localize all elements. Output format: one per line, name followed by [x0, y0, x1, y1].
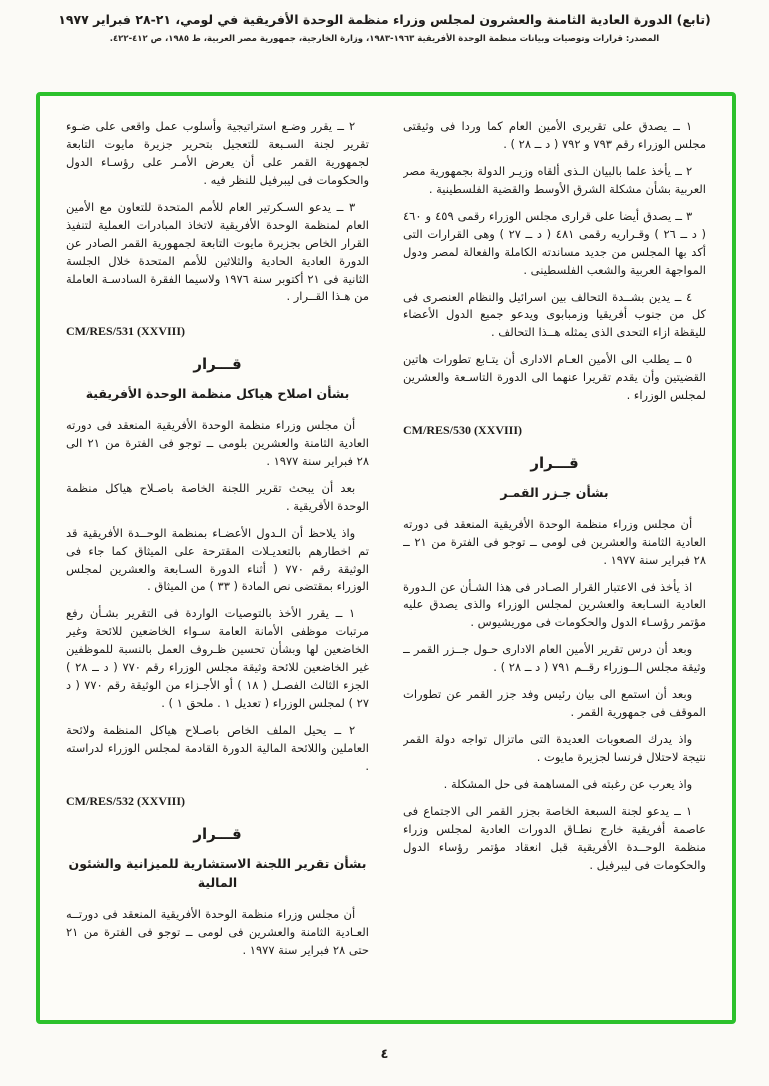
resolution-code: CM/RES/530 (XXVIII) — [403, 423, 523, 438]
paragraph: ٣ ــ يدعو السـكرتير العام للأمم المتحدة للتعاون مع الأمين العام لمنظمة الوحدة الأفريقية لاتخاذ المبادرات العملية لتنفيذ القرار الخاص بجزيرة مايوت التابعة لجمهورية القمر الصادر عن الدورة العادية الحادية والثلاثين للأمم المتحدة خلال الجلسة الثانية فى ٢١ أكتوبر سنة ١٩٧٦ ولاسيما الفقرة السادسـة العاملة من هـذا القــرار . — [66, 199, 369, 304]
resolution-subtitle: بشأن تقرير اللجنة الاستشارية للميزانية والشئون المالية — [68, 855, 367, 891]
paragraph: ١ ــ يدعو لجنة السبعة الخاصة بجزر القمر الى الاجتماع فى عاصمة أفريقية خارج نطـاق الدورات العادية لمجلس وزراء منظمة الوحــدة الأفريقية قبل انعقاد مؤتمر رؤساء الدول والحكومات فى ليبرفيل . — [403, 803, 706, 872]
paragraph: ١ ــ يقرر الأخذ بالتوصيات الواردة فى التقرير بشـأن رفع مرتبات موظفى الأمانة العامة سـواء الخاضعين للائحة وغير الخاضعين لها وبشأن تحسين ظـروف العمل بالنسبة للموظفين غير الخاضعين للائحة وثيقة مجلس الوزراء رقم ٧٧٠ ( د ــ ٢٨ ) الجزء الثالث الفصـل ( ١٨ ) أو الأجـزاء من الوثيقة رقم ٧٧٠ ( د ٢٧ ) لمجلس الوزراء ( تعديل ١ . ملحق ١ ) . — [66, 606, 369, 711]
paragraph: ٣ ــ يصدق أيضا على قرارى مجلس الوزراء رقمى ٤٥٩ و ٤٦٠ ( د ــ ٢٦ ) وقـراريه رقمى ٤٨١ ( د ــ ٢٧ ) وهى القرارات التى أكد بها المجلس من جديد مساندته الكاملة والفعالة لمصر ودول المواجهة العربية والشعب الفلسطينى . — [403, 208, 706, 277]
resolution-subtitle: بشأن اصلاح هياكل منظمة الوحدة الأفريقية — [85, 386, 350, 402]
resolution-code: CM/RES/532 (XXVIII) — [66, 793, 186, 808]
column-right — [403, 118, 706, 1010]
header-title: (تابع) الدورة العادية الثامنة والعشرون لمجلس وزراء منظمة الوحدة الأفريقية في لومي، ٢١-٢٨ فبراير ١٩٧٧ — [58, 12, 711, 27]
content-frame — [36, 92, 736, 1024]
paragraph: أن مجلس وزراء منظمة الوحدة الأفريقية المنعقد فى دورته العادية الثامنة والعشرين بلومى ــ توجو فى الفترة من ٢١ الى ٢٨ فبراير سنة ١٩٧٧ . — [66, 417, 369, 468]
paragraph: بعد أن يبحث تقرير اللجنة الخاصة باصـلاح هياكل منظمة الوحدة الأفريقية . — [66, 480, 369, 513]
paragraph: ٢ ــ يأخذ علما بالبيان الـذى ألقاه وزيـر الدولة بجمهورية مصر العربية بشأن مشكلة الشرق الأوسط والقضية الفلسطينية . — [403, 163, 706, 196]
source-line: المصدر: قرارات وتوصيات وبيانات منظمة الوحدة الأفريقية ١٩٦٣-١٩٨٣، وزارة الخارجية، جمهورية مصر العربية، ط ١٩٨٥، ص ٤١٢-٤٢٢. — [109, 34, 660, 44]
two-column-layout — [40, 96, 732, 1020]
paragraph: ٥ ــ يطلب الى الأمين العـام الادارى أن يتـابع تطورات هاتين القضيتين وأن يقدم تقريرا عنهما الى الدورة التاسـعة والعشرين لمجلس الوزراء . — [403, 352, 706, 403]
paragraph: واذ يدرك الصعوبات العديدة التى ماتزال تواجه دولة القمر نتيجة لاحتلال فرنسا لجزيرة مايوت . — [403, 732, 706, 765]
paragraph: أن مجلس وزراء منظمة الوحدة الأفريقية المنعقد فى دورته العادية الثامنة والعشرين فى لومى ــ توجو فى الفترة من ٢١ ــ ٢٨ فبراير سنة ١٩٧٧ . — [403, 516, 706, 567]
resolution-title: قـــرار — [193, 355, 242, 374]
paragraph: أن مجلس وزراء منظمة الوحدة الأفريقية المنعقد فى دورتــه العـادية الثامنة والعشرين فى لومى ــ توجو فى الفترة من ٢١ حتى ٢٨ فبراير سنة ١٩٧٧ . — [66, 906, 369, 957]
resolution-code: CM/RES/531 (XXVIII) — [66, 324, 186, 339]
paragraph: اذ يأخذ فى الاعتبار القرار الصـادر فى هذا الشـأن عن الـدورة العادية السـابعة والعشرين لمجلس الوزراء والذى يصدق عليه مؤتمر رؤسـاء الدول والحكومات فى موريشيوس . — [403, 579, 706, 630]
paragraph: ١ ــ يصدق على تقريرى الأمين العام كما وردا فى وثيقتى مجلس الوزراء رقم ٧٩٣ و ٧٩٢ ( د ــ ٢٨ ) . — [403, 119, 706, 151]
paragraph: واذ يلاحظ أن الـدول الأعضـاء بمنظمة الوحــدة الأفريقية قد تم اخطارهم بالتعديـلات المقترحة على الميثاق كما جاء فى الوثيقة رقم ٧٧٠ ( أثناء الدورة السـابعة والعشرين لمجلس الوزراء بمقتضى نص المادة ( ٣٣ ) من الميثاق . — [66, 525, 369, 594]
paragraph: ٤ ــ يدين بشــدة التحالف بين اسرائيل والنظام العنصرى فى كل من جنوب أفريقيا وزمبابوى ويدعو جميع الدول الأعضاء لليقظة ازاء التحدى الذى يمثله هــذا التحالف . — [403, 289, 706, 340]
page-number: ٤ — [380, 1047, 389, 1062]
resolution-title: قـــرار — [193, 824, 242, 843]
page-header — [20, 12, 749, 44]
paragraph: وبعد أن استمع الى بيان رئيس وفد جزر القمر عن تطورات الموقف فى جمهورية القمر . — [403, 687, 706, 720]
paragraph: ٢ ــ يحيل الملف الخاص باصـلاح هياكل المنظمة ولائحة العاملين واللائحة المالية الدورة القادمة لمجلس الوزراء لدراسته . — [66, 723, 369, 773]
paragraph: واذ يعرب عن رغبته فى المساهمة فى حل المشكلة . — [443, 776, 693, 791]
paragraph: ٢ ــ يقرر وضـع استراتيجية وأسلوب عمل واقعى على ضـوء تقرير لجنة السـبعة للتعجيل بتحرير جزيرة مايوت التابعة لجمهورية القمر على أن يعرض الأمـر على رؤسـاء الدول والحكومات فى ليبرفيل للنظر فيه . — [66, 119, 369, 187]
column-left — [66, 118, 369, 1010]
resolution-subtitle: بشأن جـزر القمـر — [500, 485, 609, 501]
resolution-title: قـــرار — [530, 453, 579, 472]
paragraph: وبعد أن درس تقرير الأمين العام الادارى حـول جــزر القمر ــ وثيقة مجلس الــوزراء رقــم ٧٩١ ( د ــ ٢٨ ) . — [403, 642, 706, 675]
